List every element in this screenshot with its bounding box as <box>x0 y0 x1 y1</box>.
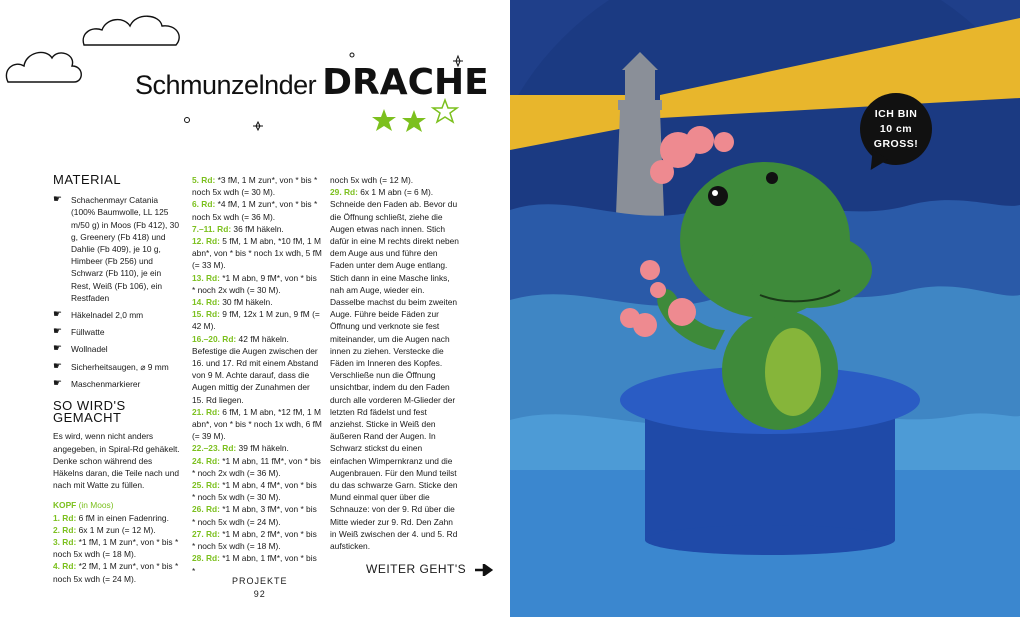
page-title <box>135 62 489 103</box>
round-line: 15. Rd: 9 fM, 12x 1 M zun, 9 fM (= 42 M). <box>192 309 320 332</box>
safety-eyes-icon: ☛ <box>53 360 62 372</box>
title-part2: DRACHE <box>322 62 489 103</box>
column-1 <box>53 172 183 585</box>
round-line: 12. Rd: 5 fM, 1 M abn, *10 fM, 1 M abn*, von * bis * noch 1x wdh, 5 fM (= 33 M). <box>192 236 322 271</box>
round-line: 6. Rd: *4 fM, 1 M zun*, von * bis * noch 5x wdh (= 36 M). <box>192 199 318 222</box>
cloud-icon <box>6 52 81 82</box>
round-continuation: noch 5x wdh (= 12 M). <box>330 175 414 185</box>
rounds-list-1 <box>53 512 183 585</box>
round-line: 7.–11. Rd: 36 fM häkeln. <box>192 223 284 234</box>
yarn-icon: ☛ <box>53 194 62 206</box>
bubble-line2: 10 cm <box>879 123 913 135</box>
material-item: ☛ Wollnadel <box>53 343 108 355</box>
round-line: 21. Rd: 6 fM, 1 M abn, *12 fM, 1 M abn*, von * bis * noch 1x wdh, 6 fM (= 39 M). <box>192 406 322 442</box>
crochet-hook-icon: ☛ <box>53 309 62 321</box>
round-line: 1. Rd: 6 fM in einen Fadenring. <box>53 512 169 523</box>
stuffing-icon: ☛ <box>53 326 62 338</box>
round-line: 13. Rd: *1 M abn, 9 fM*, von * bis * noch 2x wdh (= 30 M). <box>192 272 317 295</box>
star-icon <box>372 109 396 131</box>
round-line: 22.–23. Rd: 39 fM häkeln. <box>192 443 289 454</box>
material-item: ☛ Schachenmayr Catania (100% Baumwolle, LL 125 m/50 g) in Moos (Fb 412), 30 g, Greenery (Fb 418) und Dahlie (Fb 409), je 10 g, Himbeer (Fb 256) und Schwarz (Fb 110), je ein Rest, Weiß (Fb 106), ein Restfaden <box>53 194 179 303</box>
material-heading: MATERIAL <box>53 172 122 187</box>
round-line: 27. Rd: *1 M abn, 2 fM*, von * bis * noch 5x wdh (= 18 M). <box>192 528 317 552</box>
footer-section: PROJEKTE <box>232 576 288 586</box>
column-3 <box>330 174 460 552</box>
instructions-intro: Es wird, wenn nicht anders angegeben, in Spiral-Rd gehäkelt. Denke schon während des Häkelns daran, die Teile nach und nach mit Watte zu füllen. <box>53 431 180 491</box>
round-line: 26. Rd: *1 M abn, 3 fM*, von * bis * noch 5x wdh (= 24 M). <box>192 504 317 527</box>
dot-icon <box>350 53 354 57</box>
round-line: 5. Rd: *3 fM, 1 M zun*, von * bis * noch 5x wdh (= 30 M). <box>192 175 318 198</box>
size-bubble <box>860 93 932 165</box>
dragon-photo <box>510 0 1020 617</box>
kopf-heading: KOPF (in Moos) <box>53 500 114 511</box>
arrow-right-icon <box>474 564 494 576</box>
cloud-icon <box>83 16 179 45</box>
round-line: 16.–20. Rd: 42 fM häkeln. Befestige die Augen zwischen der 16. und 17. Rd mit einem Abstand von 9 M. Achte darauf, dass die Augen mittig der Zunahmen der 15. Rd liegen. <box>192 333 319 405</box>
round-line: 3. Rd: *1 fM, 1 M zun*, von * bis * noch 5x wdh (= 18 M). <box>53 537 179 560</box>
page-number: 92 <box>253 589 266 599</box>
material-item: ☛ Häkelnadel 2,0 mm <box>53 309 144 321</box>
finishing-text: Schneide den Faden ab. Bevor du die Öffnung schließt, ziehe die Augen etwas nach innen. Stich dafür in eine M rechts direkt neben dem Auge aus und führe den Faden unter dem Auge entlang. Stich dann in eine Masche links, nah am Auge, wieder ein. Dasselbe machst du beim zweiten Auge. Führe beide Fäden zur Öffnung und verknote sie fest miteinander, um die Augen nach innen zu ziehen. Verstecke die Fäden im Inneren des Kopfes. Verschließe nun die Öffnung unsichtbar, indem du den Faden durch alle vorderen M-Glieder der letzten Rd fädelst und fest anziehst. Sticke in Weiß den äußeren Rand der Augen. In Schwarz stickst du einen einfachen Wimpernkranz und die Augenbrauen. Für den Mund teilst du das schwarze Garn. Sticke den Mund einmal quer über die Schnauze: von der 9. Rd über die Mitte wieder zur 9. Rd. Den Zahn in Weiß zwischen der 4. und 5. Rd aufsticken. <box>330 199 459 552</box>
instructions-heading: SO WIRD'S GEMACHT <box>53 398 126 426</box>
photo-page <box>510 0 1020 617</box>
material-item: ☛ Maschenmarkierer <box>53 377 141 389</box>
round-line: 28. Rd: *1 M abn, 1 fM*, von * bis * <box>192 553 317 576</box>
star-icon <box>402 110 426 132</box>
needle-icon: ☛ <box>53 343 62 355</box>
sparkle-icon <box>253 122 263 130</box>
round-line: 25. Rd: *1 M abn, 4 fM*, von * bis * noch 5x wdh (= 30 M). <box>192 480 317 503</box>
round-line: 2. Rd: 6x 1 M zun (= 12 M). <box>53 524 156 535</box>
material-list <box>53 194 183 390</box>
material-item: ☛ Sicherheitsaugen, ⌀ 9 mm <box>53 360 169 372</box>
star-outline-icon <box>433 100 457 122</box>
round-line: 14. Rd: 30 fM häkeln. <box>192 297 273 308</box>
bubble-line1: ICH BIN <box>874 108 918 120</box>
round-line: 24. Rd: *1 M abn, 11 fM*, von * bis * noch 2x wdh (= 36 M). <box>192 455 321 478</box>
bubble-line3: GROSS! <box>873 138 919 150</box>
stitch-marker-icon: ☛ <box>53 377 62 389</box>
pedestal-bottom <box>645 525 895 555</box>
title-part1: Schmunzelnder <box>135 70 317 100</box>
rounds-list-2 <box>192 174 322 577</box>
round-line: 4. Rd: *2 fM, 1 M zun*, von * bis * noch 5x wdh (= 24 M). <box>53 561 179 584</box>
page-footer <box>232 575 288 601</box>
next-page-label: WEITER GEHT'S <box>366 562 467 576</box>
dot-icon <box>185 118 190 123</box>
column-2 <box>192 174 322 577</box>
round-line: 29. Rd: 6x 1 M abn (= 6 M). <box>330 187 434 198</box>
material-item: ☛ Füllwatte <box>53 326 105 338</box>
next-page-link[interactable] <box>366 562 494 576</box>
